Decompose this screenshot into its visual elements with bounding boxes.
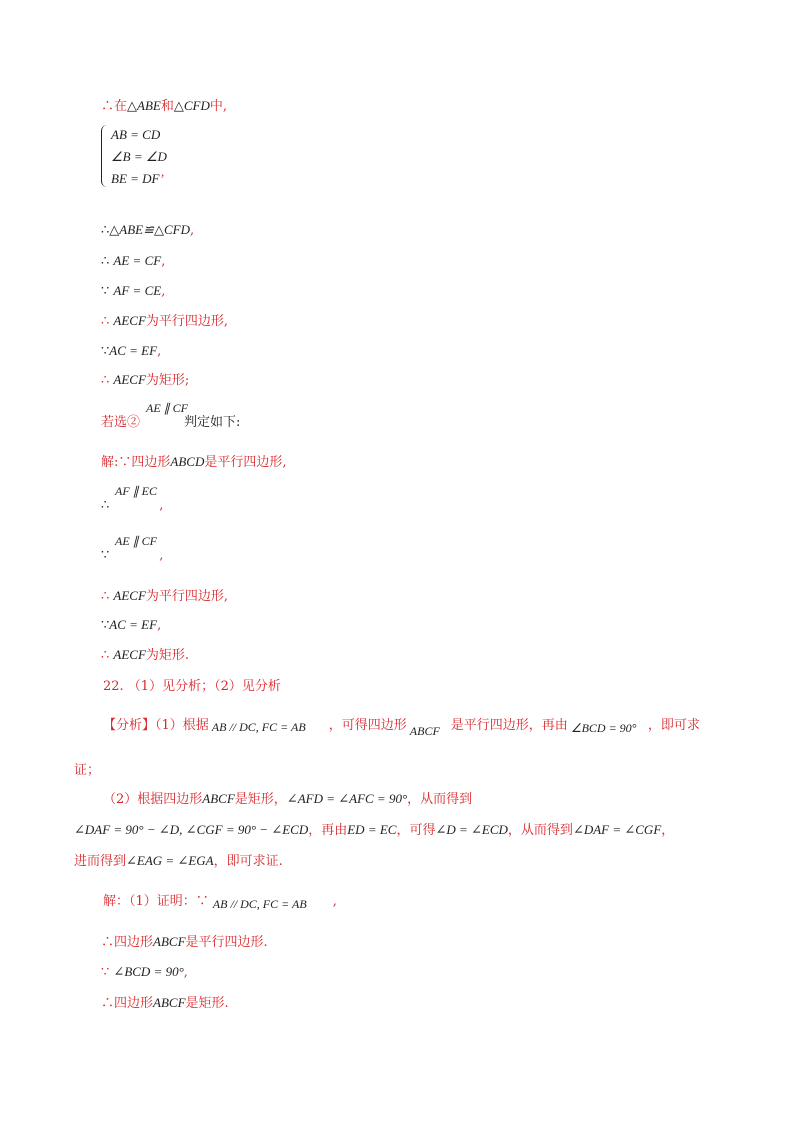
math: ABCF — [153, 995, 186, 1010]
text: 是矩形. — [185, 996, 229, 1011]
analysis-line-2: 证； — [74, 763, 101, 778]
analysis-line-3 — [103, 789, 472, 810]
math: ∠DAF = 90° − ∠D, ∠CGF = 90° − ∠ECD — [74, 822, 309, 837]
text: 为矩形; — [145, 373, 190, 388]
text: ∴ — [101, 498, 110, 513]
text: ，即可求证. — [213, 854, 283, 869]
line-12 — [101, 586, 228, 607]
line-9 — [101, 452, 286, 473]
text: ∴四边形 — [101, 996, 154, 1011]
math: AECF — [113, 372, 146, 387]
text: ’ — [159, 171, 164, 186]
line-5 — [101, 311, 228, 332]
math: AECF — [113, 588, 146, 603]
math: ABCF — [153, 934, 186, 949]
text: 中, — [209, 99, 227, 114]
solution-line-4 — [101, 993, 229, 1014]
text: ∵ — [101, 344, 110, 359]
math: ∠BCD = 90° — [113, 964, 184, 979]
line-6 — [101, 341, 161, 362]
text: , — [190, 223, 195, 238]
text: ∴ — [101, 254, 110, 269]
math: △CFD — [173, 98, 210, 113]
line-1 — [101, 96, 227, 117]
line-7 — [101, 370, 189, 391]
math: AECF — [113, 647, 146, 662]
text: ，可得 — [396, 823, 436, 838]
text: , — [161, 284, 166, 299]
math-raised: AB // DC, FC = AB — [212, 897, 307, 911]
math: △ABE≌△CFD — [109, 222, 190, 237]
text: 是矩形， — [234, 792, 287, 807]
text: ∴ — [101, 648, 110, 663]
math: ABCD — [170, 454, 205, 469]
text: , — [157, 618, 162, 633]
text: 进而得到 — [74, 854, 127, 869]
text: ∴ — [101, 589, 110, 604]
line-2 — [101, 220, 194, 241]
text: 解:∵四边形 — [101, 455, 171, 470]
line-4 — [101, 281, 165, 302]
text: 是平行四边形. — [185, 935, 268, 950]
brace-line-3 — [111, 171, 164, 187]
math: ∠D = ∠ECD — [435, 822, 508, 837]
math: ABCF — [202, 791, 235, 806]
line-8 — [101, 413, 240, 433]
text: ，从而得到 — [407, 792, 473, 807]
text: , — [161, 254, 166, 269]
text: , — [159, 498, 164, 513]
text: ， — [661, 823, 675, 838]
text: ∴ — [101, 373, 110, 388]
text: ，即可求 — [647, 718, 700, 733]
analysis-line-1 — [103, 716, 700, 736]
math-raised: ABCF — [409, 724, 440, 738]
math-raised: ∠BCD = 90° — [570, 721, 637, 735]
math: AF = CE — [113, 283, 162, 298]
text: ∵ — [101, 618, 110, 633]
line-3 — [101, 251, 165, 272]
math-raised: AB // DC, FC = AB — [211, 720, 306, 734]
line-14 — [101, 645, 189, 666]
analysis-line-4 — [74, 820, 674, 841]
math-raised: AF ∥ EC — [115, 484, 157, 498]
text: 为平行四边形, — [145, 589, 229, 604]
text: ∵ — [101, 284, 110, 299]
math: AECF — [113, 313, 146, 328]
text: 和 — [160, 99, 174, 114]
line-13 — [101, 615, 161, 636]
solution-line-1 — [103, 892, 337, 912]
brace — [101, 125, 110, 187]
text: ∴四边形 — [101, 935, 154, 950]
text: （2）根据四边形 — [103, 792, 203, 807]
solution-line-2 — [101, 932, 268, 953]
text: 若选② — [101, 415, 141, 430]
text: 为平行四边形, — [145, 314, 229, 329]
math: ∠AFD = ∠AFC = 90° — [286, 791, 408, 806]
brace-line-1: AB = CD — [111, 127, 161, 142]
math: AC = EF — [109, 617, 158, 632]
solution-line-3 — [101, 962, 188, 983]
text: ∵ — [101, 548, 110, 563]
math: AC = EF — [109, 343, 158, 358]
text: 【分析】（1）根据 — [103, 718, 209, 733]
text: 是平行四边形，再由 — [450, 718, 568, 733]
text: , — [157, 344, 162, 359]
text: ∴ — [101, 223, 110, 238]
math-raised: AE ∥ CF — [146, 401, 188, 415]
text: 为矩形. — [145, 648, 190, 663]
text: 解：（1）证明：∵ — [103, 894, 209, 909]
math: AE = CF — [113, 253, 162, 268]
text: ∴在 — [101, 99, 128, 114]
text: , — [183, 965, 188, 980]
text: ∵ — [101, 965, 110, 980]
text: ，可得四边形 — [328, 718, 407, 733]
text: 判定如下: — [184, 415, 241, 430]
line-11 — [101, 546, 163, 566]
math: ∠EAG = ∠EGA — [126, 853, 214, 868]
brace-line-2: ∠B = ∠D — [111, 149, 167, 164]
text: , — [332, 894, 337, 909]
text: ∴ — [101, 314, 110, 329]
math: △ABE — [127, 98, 161, 113]
text: 是平行四边形, — [204, 455, 287, 470]
math: ED = EC — [347, 822, 397, 837]
math-raised: AE ∥ CF — [115, 534, 157, 548]
line-10 — [101, 496, 163, 516]
math: ∠DAF = ∠CGF — [572, 822, 662, 837]
analysis-line-5 — [74, 851, 283, 872]
text: ，再由 — [308, 823, 348, 838]
text: ，从而得到 — [507, 823, 573, 838]
question-22: 22. （1）见分析；（2）见分析 — [103, 679, 281, 694]
math: BE = DF — [111, 171, 160, 186]
text: , — [159, 548, 164, 563]
